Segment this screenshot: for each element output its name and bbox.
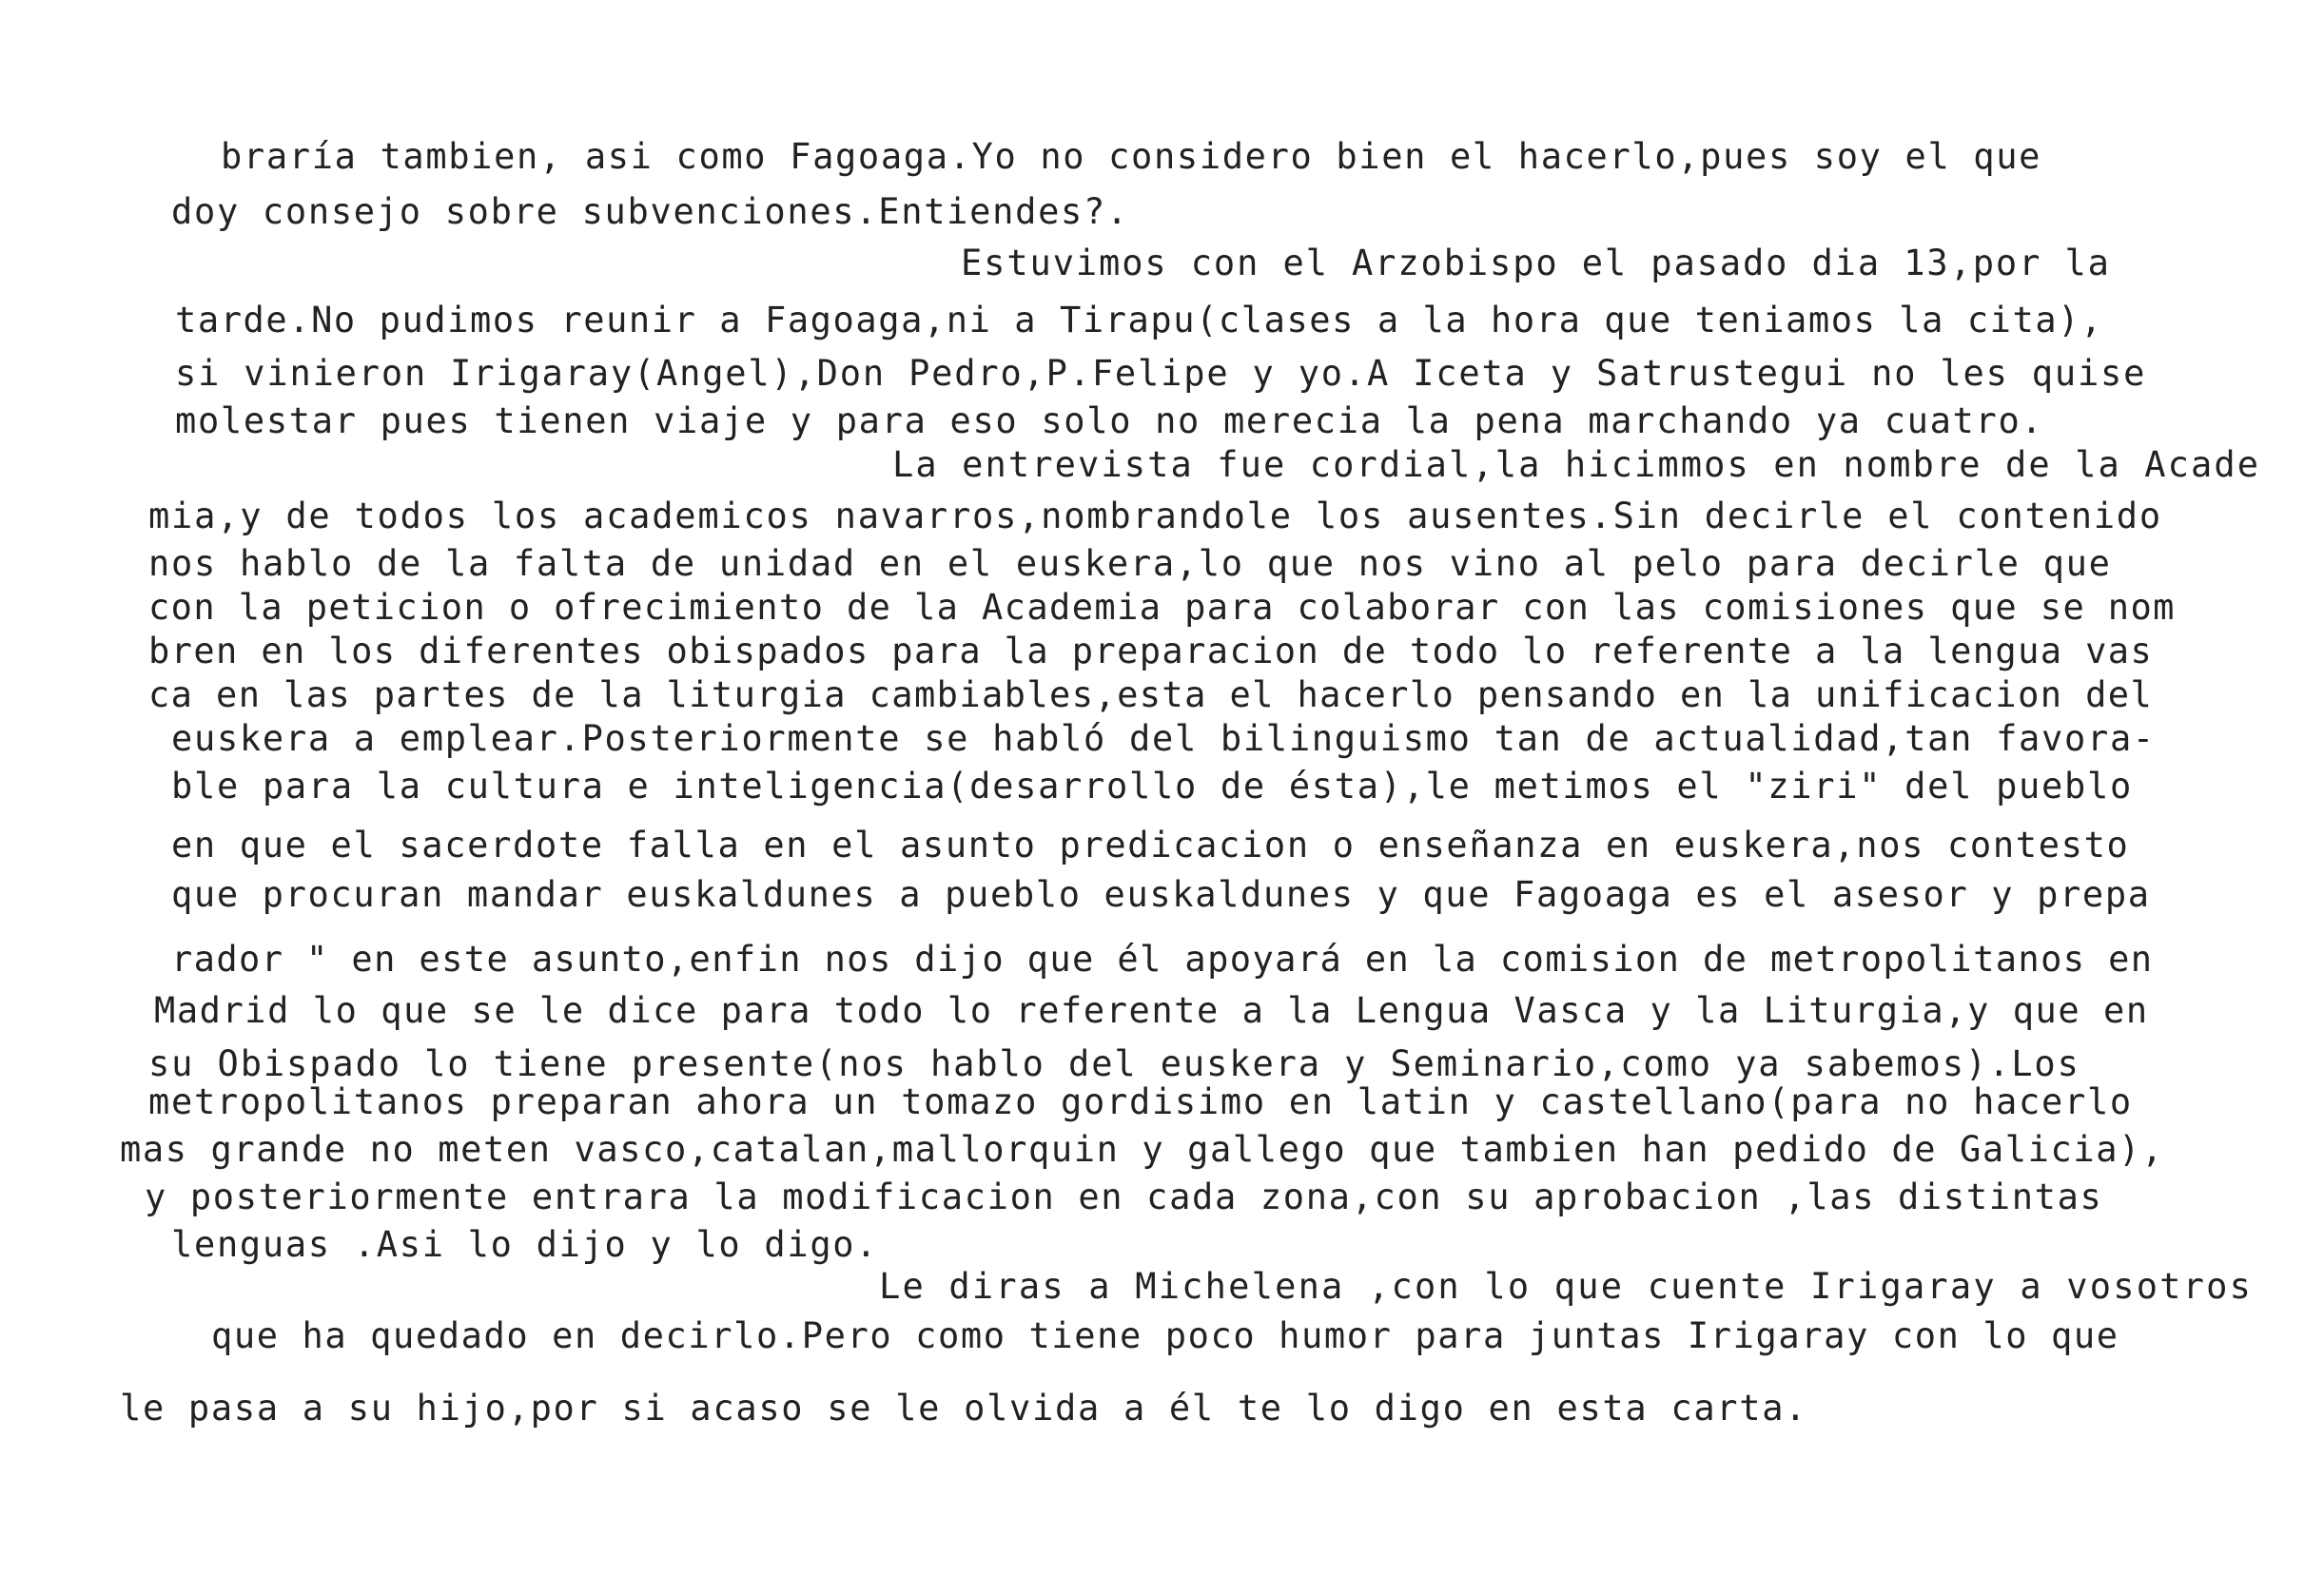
text-line-18: Madrid lo que se le dice para todo lo referente a la Lengua Vasca y la Liturgia,y que en	[154, 990, 2149, 1031]
text-line-24: Le diras a Michelena ,con lo que cuente Irigaray a vosotros	[879, 1266, 2254, 1307]
text-line-2: doy consejo sobre subvenciones.Entiendes?.	[171, 191, 1129, 232]
text-line-14: ble para la cultura e inteligencia(desarrollo de ésta),le metimos el "ziri" del pueblo	[171, 766, 2133, 807]
text-line-17: rador " en este asunto,enfin nos dijo que él apoyará en la comision de metropolitanos en	[171, 939, 2154, 980]
text-line-4: tarde.No pudimos reunir a Fagoaga,ni a Tirapu(clases a la hora que teniamos la cita),	[175, 300, 2103, 340]
text-line-26: le pasa a su hijo,por si acaso se le olvida a él te lo digo en esta carta.	[120, 1388, 1808, 1429]
text-line-15: en que el sacerdote falla en el asunto predicacion o enseñanza en euskera,nos contesto	[171, 825, 2130, 865]
text-line-7: La entrevista fue cordial,la hicimmos en nombre de la Acade	[892, 444, 2261, 485]
text-line-5: si vinieron Irigaray(Angel),Don Pedro,P.Felipe y yo.A Iceta y Satrustegui no les quise	[175, 353, 2147, 394]
text-line-12: ca en las partes de la liturgia cambiables,esta el hacerlo pensando en la unificacion del	[148, 674, 2154, 715]
text-line-16: que procuran mandar euskaldunes a pueblo euskaldunes y que Fagoaga es el asesor y prepa	[171, 874, 2151, 915]
text-line-10: con la peticion o ofrecimiento de la Academia para colaborar con las comisiones que se nom	[148, 587, 2176, 628]
text-line-21: mas grande no meten vasco,catalan,mallorquin y gallego que tambien han pedido de Galicia),	[120, 1129, 2164, 1170]
text-line-6: molestar pues tienen viaje y para eso solo no merecia la pena marchando ya cuatro.	[175, 400, 2044, 441]
text-line-25: que ha quedado en decirlo.Pero como tiene poco humor para juntas Irigaray con lo que	[211, 1315, 2119, 1356]
text-line-9: nos hablo de la falta de unidad en el euskera,lo que nos vino al pelo para decirle que	[148, 543, 2112, 584]
text-line-8: mia,y de todos los academicos navarros,nombrandole los ausentes.Sin decirle el contenido	[148, 496, 2162, 536]
text-line-1: braría tambien, asi como Fagoaga.Yo no considero bien el hacerlo,pues soy el que	[221, 136, 2042, 177]
text-line-23: lenguas .Asi lo dijo y lo digo.	[171, 1224, 879, 1265]
text-line-11: bren en los diferentes obispados para la preparacion de todo lo referente a la lengua vas	[148, 631, 2154, 671]
text-line-13: euskera a emplear.Posteriormente se habló del bilinguismo tan de actualidad,tan favora-	[171, 718, 2156, 759]
text-line-22: y posteriormente entrara la modificacion en cada zona,con su aprobacion ,las distintas	[145, 1176, 2103, 1217]
text-line-20: metropolitanos preparan ahora un tomazo gordisimo en latin y castellano(para no hacerlo	[148, 1081, 2133, 1122]
text-line-3: Estuvimos con el Arzobispo el pasado dia 13,por la	[961, 243, 2111, 283]
text-line-19: su Obispado lo tiene presente(nos hablo del euskera y Seminario,como ya sabemos).Los	[148, 1043, 2080, 1084]
